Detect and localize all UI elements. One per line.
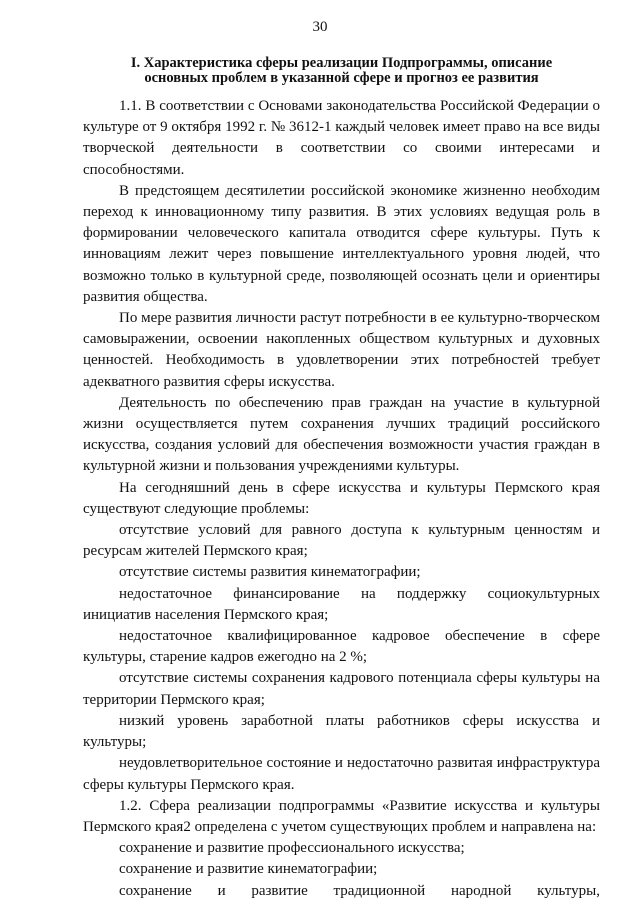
goal-item-folk-culture: сохранение и развитие традиционной народной культуры,	[119, 882, 600, 899]
section-heading-line-1: I. Характеристика сферы реализации Подпрограммы, описание	[130, 55, 553, 71]
problem-item-cinema: отсутствие системы развития кинематографии;	[119, 564, 421, 581]
paragraph-personal-development: По мере развития личности растут потребности в ее культурно-творческом самовыражении, освоении накопленных обществом культурных и духовных ценностей. Необходимость в удовлетворении этих потребностей требует адекватного развития сферы искусства.	[83, 310, 600, 390]
paragraph-innovation: В предстоящем десятилетии российской экономике жизненно необходим переход к инновационному типу развития. В этих условиях ведущая роль в формировании человеческого капитала отводится сфере культуры. Путь к инновациям лежит через повышение интеллектуального уровня людей, что возможно только в культурной среде, позволяющей осознать цели и ориентиры развития общества.	[83, 182, 600, 305]
goal-item-professional-art: сохранение и развитие профессионального искусства;	[119, 840, 465, 857]
body-text	[83, 96, 600, 902]
problem-item-staff-retention: отсутствие системы сохранения кадрового потенциала сферы культуры на территории Пермского края;	[83, 670, 600, 708]
paragraph-citizen-rights: Деятельность по обеспечению прав граждан на участие в культурной жизни осуществляется путем сохранения лучших традиций российского искусства, создания условий для обеспечения возможности участия граждан в культурной жизни и пользования учреждениями культуры.	[83, 394, 600, 475]
problem-item-infrastructure: неудовлетворительное состояние и недостаточно развитая инфраструктура сферы культуры Пермского края.	[83, 755, 600, 793]
paragraph-1-1: 1.1. В соответствии с Основами законодательства Российской Федерации о культуре от 9 октября 1992 г. № 3612-1 каждый человек имеет право на все виды творческой деятельности в соответствии со своими интересами и способностями.	[83, 98, 600, 178]
problem-item-funding: недостаточное финансирование на поддержку социокультурных инициатив населения Пермского края;	[83, 585, 600, 623]
problem-item-access: отсутствие условий для равного доступа к культурным ценностям и ресурсам жителей Пермского края;	[83, 522, 600, 560]
problem-item-salary: низкий уровень заработной платы работников сферы искусства и культуры;	[83, 712, 600, 751]
goal-item-cinema: сохранение и развитие кинематографии;	[119, 861, 378, 878]
paragraph-1-2: 1.2. Сфера реализации подпрограммы «Развитие искусства и культуры Пермского края2 определена с учетом существующих проблем и направлена на:	[83, 797, 600, 835]
section-heading	[83, 56, 600, 86]
paragraph-problems-intro: На сегодняшний день в сфере искусства и культуры Пермского края существуют следующие проблемы:	[83, 479, 600, 517]
page-number: 30	[312, 19, 328, 35]
section-heading-line-2: основных проблем в указанной сфере и прогноз ее развития	[144, 70, 539, 86]
problem-item-staffing: недостаточное квалифицированное кадровое обеспечение в сфере культуры, старение кадров ежегодно на 2 %;	[83, 628, 600, 666]
